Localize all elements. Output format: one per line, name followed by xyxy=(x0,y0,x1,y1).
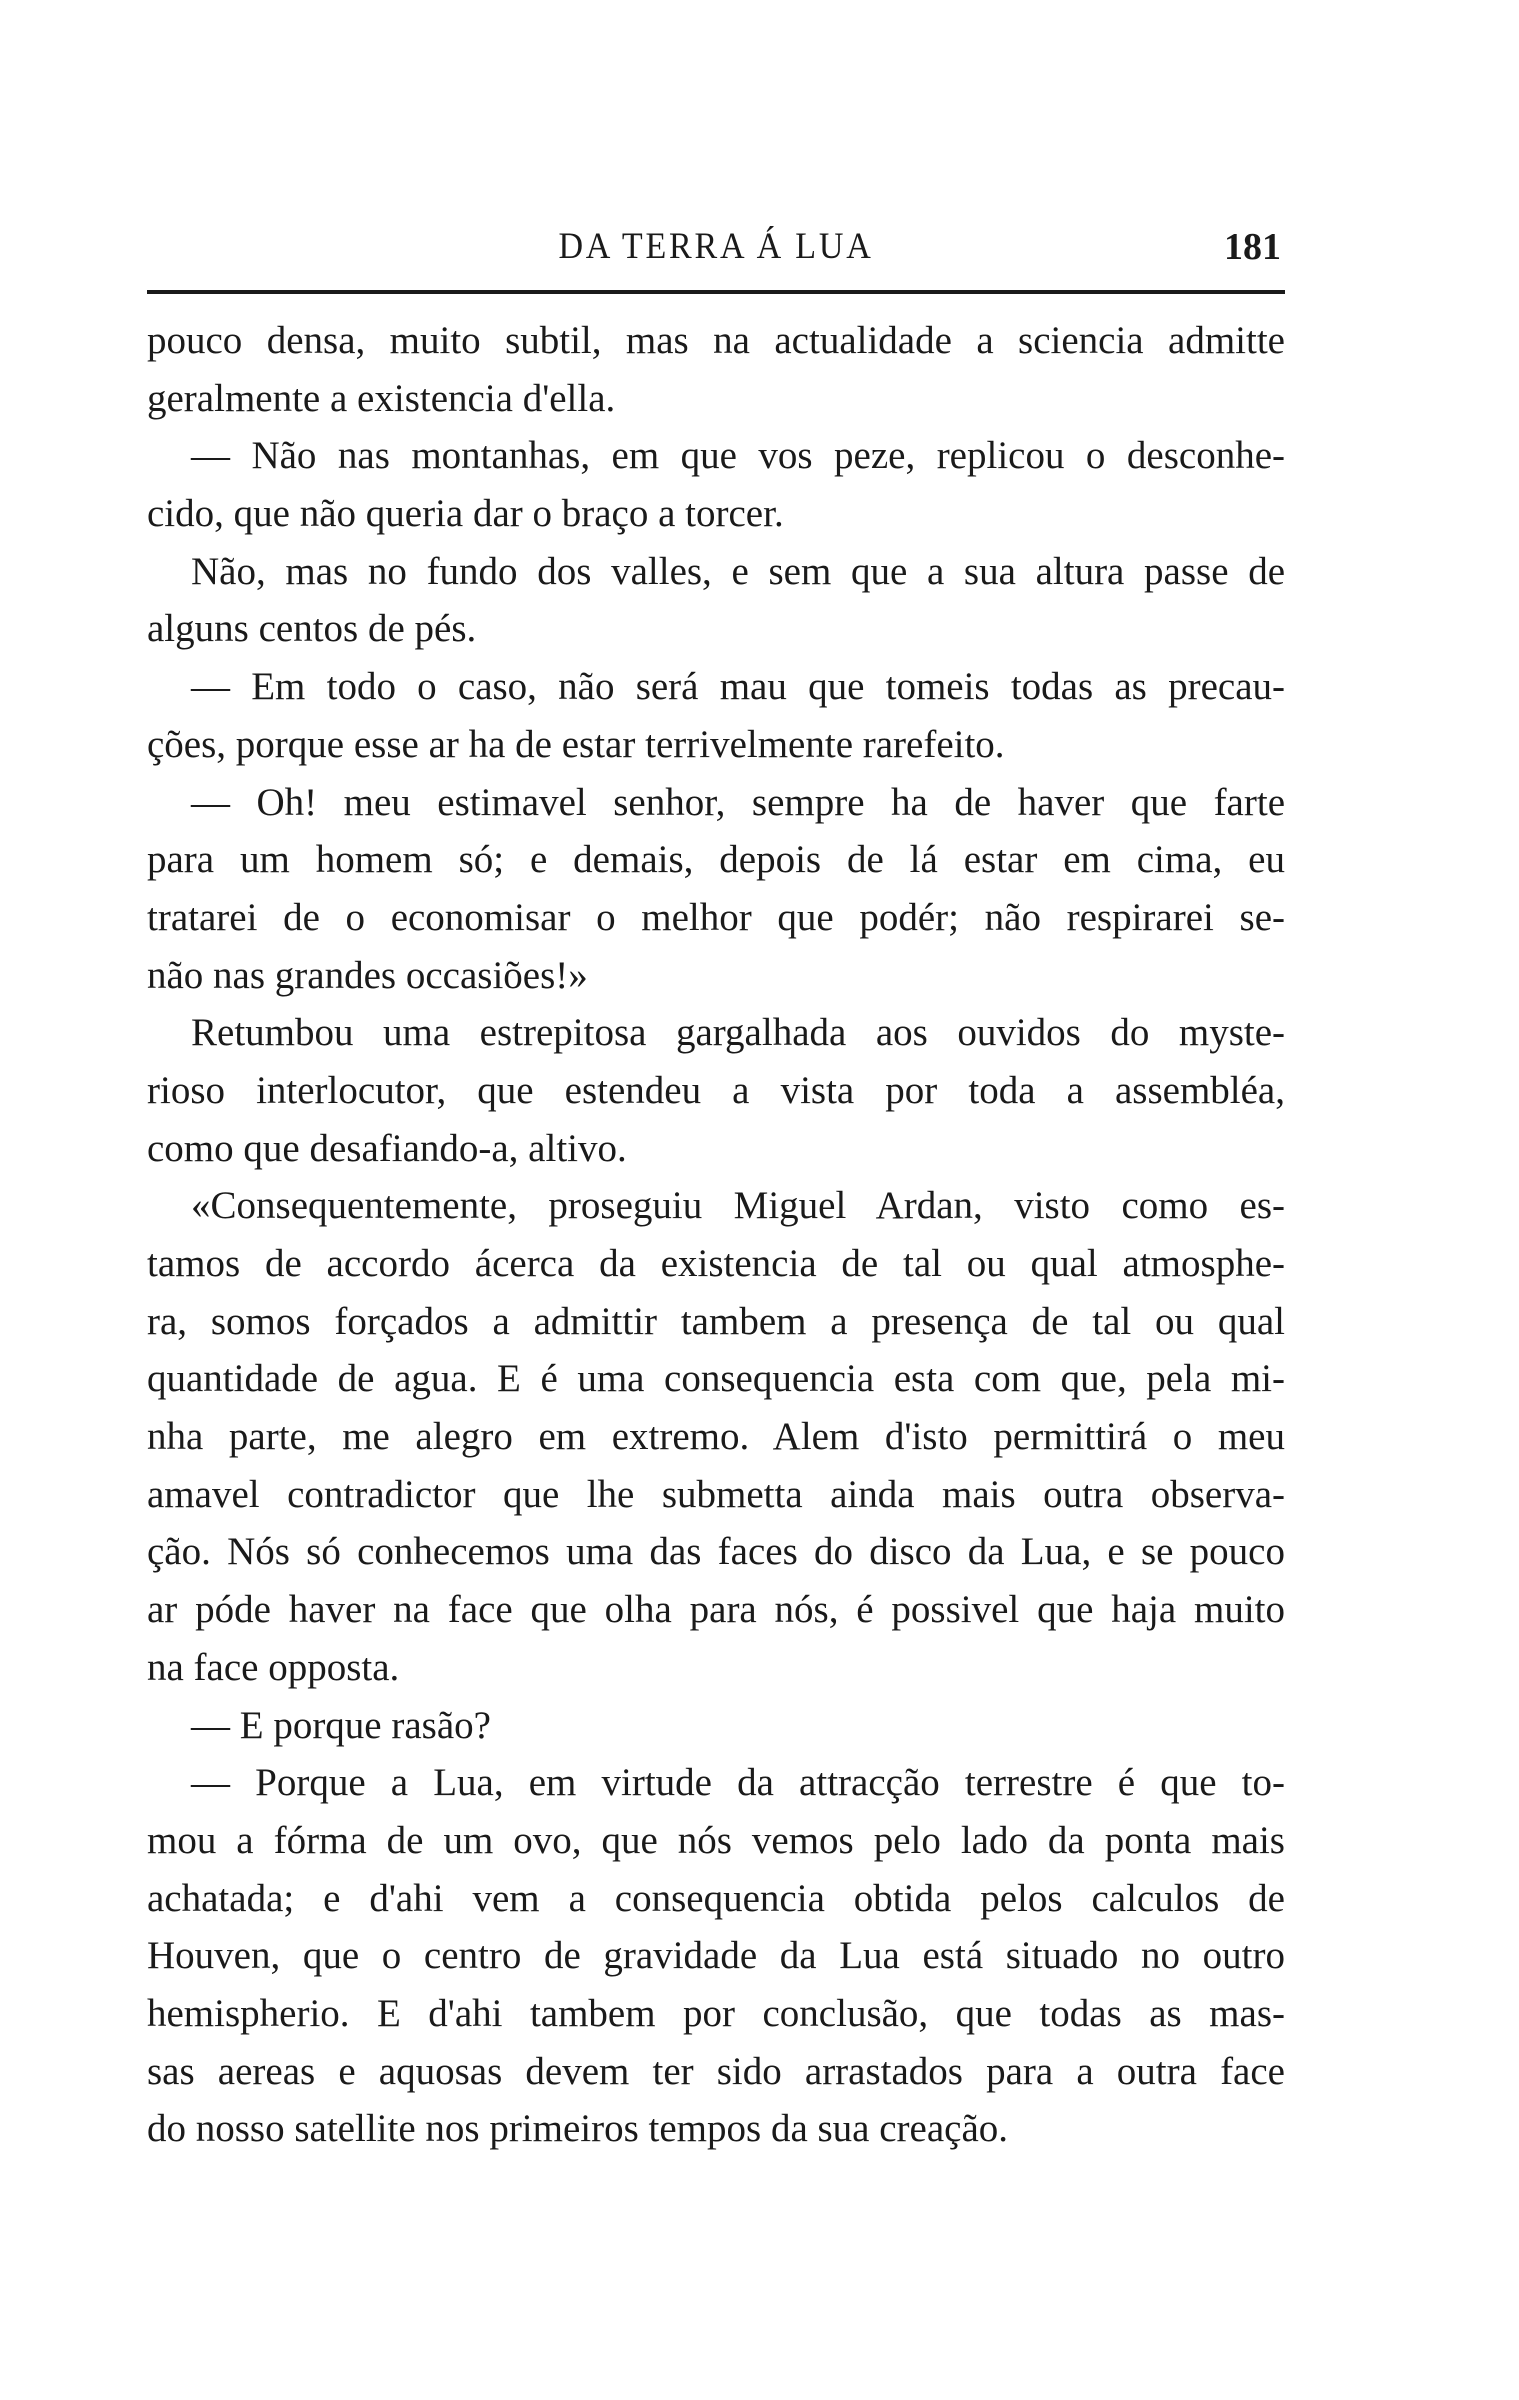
header-rule xyxy=(147,290,1285,294)
text-line: — Oh! meu estimavel senhor, sempre ha de haver que farte xyxy=(191,780,1285,824)
text-line: tratarei de o economisar o melhor que podér; não respirarei se- xyxy=(147,895,1285,939)
text-line: sas aereas e aquosas devem ter sido arrastados para a outra face xyxy=(147,2049,1285,2093)
text-line: rioso interlocutor, que estendeu a vista por toda a assembléa, xyxy=(147,1068,1285,1112)
body-text xyxy=(147,312,1285,2158)
text-line: mou a fórma de um ovo, que nós vemos pelo lado da ponta mais xyxy=(147,1818,1285,1862)
text-line: ra, somos forçados a admittir tambem a presença de tal ou qual xyxy=(147,1299,1285,1343)
text-line: — Em todo o caso, não será mau que tomeis todas as precau- xyxy=(191,665,1285,709)
text-line: não nas grandes occasiões!» xyxy=(147,953,588,997)
text-line: geralmente a existencia d'ella. xyxy=(147,376,616,420)
text-line: «Consequentemente, proseguiu Miguel Ardan, visto como es- xyxy=(191,1184,1285,1228)
text-line: cido, que não queria dar o braço a torcer. xyxy=(147,492,784,536)
text-line: — Não nas montanhas, em que vos peze, replicou o desconhe- xyxy=(191,434,1285,478)
text-line: achatada; e d'ahi vem a consequencia obtida pelos calculos de xyxy=(147,1876,1285,1920)
text-line: na face opposta. xyxy=(147,1645,400,1689)
text-line: amavel contradictor que lhe submetta ainda mais outra observa- xyxy=(147,1472,1285,1516)
page-header xyxy=(147,222,1285,282)
text-line: ções, porque esse ar ha de estar terrivelmente rarefeito. xyxy=(147,722,1005,766)
text-line: Retumbou uma estrepitosa gargalhada aos ouvidos do myste- xyxy=(191,1011,1285,1055)
text-line: tamos de accordo ácerca da existencia de tal ou qual atmosphe- xyxy=(147,1242,1285,1285)
text-line: quantidade de agua. E é uma consequencia esta com que, pela mi- xyxy=(147,1357,1285,1401)
text-line: ar póde haver na face que olha para nós, é possivel que haja muito xyxy=(147,1588,1285,1632)
text-line: ção. Nós só conhecemos uma das faces do disco da Lua, e se pouco xyxy=(147,1530,1285,1574)
text-line: — E porque rasão? xyxy=(191,1703,491,1747)
text-line: alguns centos de pés. xyxy=(147,607,477,651)
text-line: do nosso satellite nos primeiros tempos da sua creação. xyxy=(147,2107,1009,2151)
text-line: hemispherio. E d'ahi tambem por conclusão, que todas as mas- xyxy=(147,1991,1285,2035)
text-line: como que desafiando-a, altivo. xyxy=(147,1126,627,1170)
text-line: Houven, que o centro de gravidade da Lua está situado no outro xyxy=(147,1934,1285,1978)
text-line: pouco densa, muito subtil, mas na actualidade a sciencia admitte xyxy=(147,319,1285,362)
running-title: DA TERRA Á LUA xyxy=(558,226,874,267)
text-line: nha parte, me alegro em extremo. Alem d'isto permittirá o meu xyxy=(147,1415,1285,1459)
page-number: 181 xyxy=(1224,226,1281,268)
text-line: Não, mas no fundo dos valles, e sem que a sua altura passe de xyxy=(191,549,1285,593)
text-line: para um homem só; e demais, depois de lá estar em cima, eu xyxy=(147,838,1285,882)
text-line: — Porque a Lua, em virtude da attracção terrestre é que to- xyxy=(191,1761,1285,1805)
